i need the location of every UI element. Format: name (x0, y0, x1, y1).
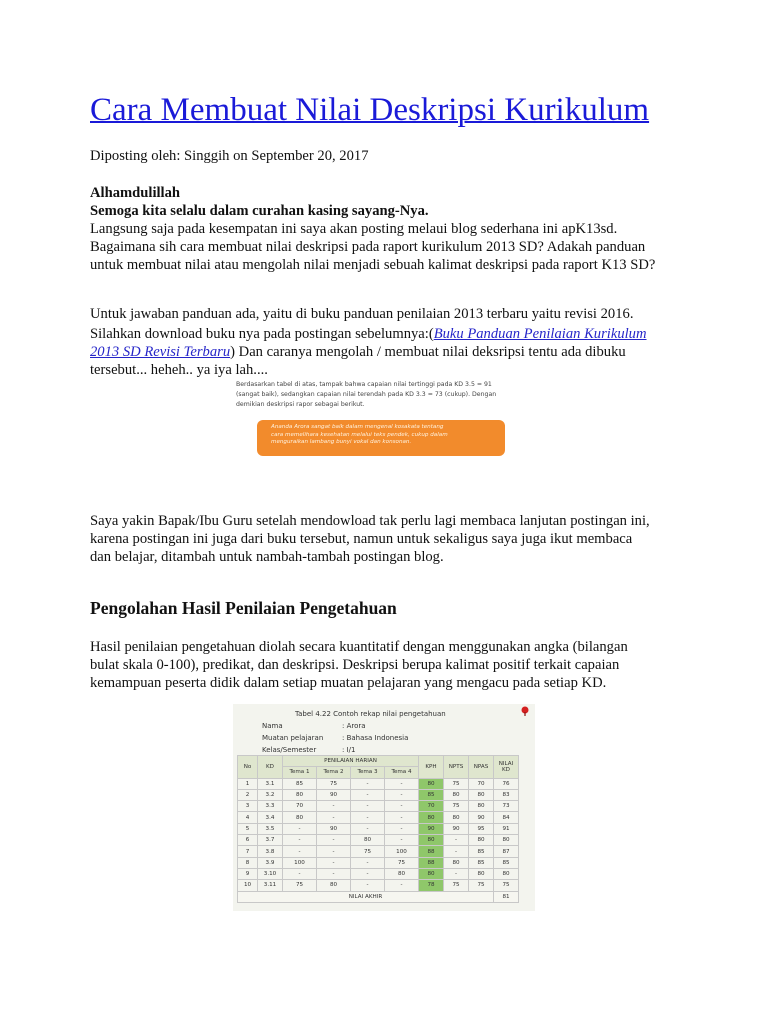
table-cell: - (351, 868, 385, 879)
recap-table (237, 755, 519, 903)
info-label: Muatan pelajaran (262, 734, 324, 742)
table-cell: 3.1 (258, 778, 283, 789)
book-link[interactable]: Buku Panduan Penilaian Kurikulum (433, 326, 647, 342)
table-cell: - (351, 823, 385, 834)
answer-line (90, 343, 626, 361)
table-row (238, 880, 519, 891)
post-title[interactable]: Cara Membuat Nilai Deskripsi Kurikulum (90, 92, 650, 128)
table-cell: 80 (385, 868, 419, 879)
table-cell: 88 (419, 857, 444, 868)
table-cell: 75 (351, 846, 385, 857)
table-cell: 3.10 (258, 868, 283, 879)
section-line: kemampuan peserta didik dalam setiap muatan pelajaran yang mengacu pada setiap KD. (90, 675, 607, 691)
table-cell: 85 (494, 857, 519, 868)
table-cell: 87 (494, 846, 519, 857)
table-cell: 3.3 (258, 801, 283, 812)
table-cell: - (351, 789, 385, 800)
callout-line: cara memelihara kesehatan melalui teks pendek, cukup dalam (271, 431, 448, 438)
table-cell: 70 (419, 801, 444, 812)
table-cell: 85 (283, 778, 317, 789)
section-line: Hasil penilaian pengetahuan diolah secara kuantitatif dengan menggunakan angka (bilangan (90, 639, 628, 655)
description-callout (257, 420, 505, 456)
table-cell: 80 (469, 801, 494, 812)
table-cell: - (385, 778, 419, 789)
table-cell: 10 (238, 880, 258, 891)
table-cell: 80 (283, 789, 317, 800)
table-cell: - (444, 846, 469, 857)
table-cell: 2 (238, 789, 258, 800)
table-cell: - (317, 857, 351, 868)
callout-text (271, 424, 448, 447)
final-score-row (238, 891, 519, 902)
table-cell: 80 (317, 880, 351, 891)
table-cell: - (351, 880, 385, 891)
table-cell: 80 (444, 857, 469, 868)
header-no: No (238, 756, 258, 779)
greeting: Alhamdulillah (90, 185, 181, 201)
student-name-row (262, 722, 366, 730)
info-label: Nama (262, 722, 283, 730)
header-kph: KPH (419, 756, 444, 779)
table-cell: 80 (419, 812, 444, 823)
header-tema: Tema 2 (317, 767, 351, 778)
table-row (238, 835, 519, 846)
table-cell: 7 (238, 846, 258, 857)
callout-line: Ananda Arora sangat baik dalam mengenal kosakata tentang (271, 424, 444, 430)
table-cell: 100 (385, 846, 419, 857)
table-cell: 88 (419, 846, 444, 857)
table-cell: 90 (317, 789, 351, 800)
table-cell: - (385, 880, 419, 891)
table-cell: 80 (283, 812, 317, 823)
table-cell: 84 (494, 812, 519, 823)
intro-line: Bagaimana sih cara membuat nilai deskripsi pada raport kurikulum 2013 SD? Adakah panduan (90, 239, 646, 255)
header-tema: Tema 1 (283, 767, 317, 778)
table-cell: - (444, 868, 469, 879)
table-cell: - (317, 812, 351, 823)
figure-text: (sangat baik), sedangkan capaian nilai terendah pada KD 3.3 = 73 (cukup). Dengan (236, 391, 497, 398)
table-row (238, 846, 519, 857)
table-cell: 85 (419, 789, 444, 800)
section-line: bulat skala 0-100), predikat, dan deskripsi. Deskripsi berupa kalimat positif terkait capaian (90, 657, 620, 673)
table-caption: Tabel 4.22 Contoh rekap nilai pengetahuan (295, 710, 446, 718)
description-figure (236, 380, 526, 460)
answer-line: Untuk jawaban panduan ada, yaitu di buku panduan penilaian 2013 terbaru yaitu revisi 2016. (90, 306, 634, 322)
table-cell: 95 (469, 823, 494, 834)
table-cell: 78 (419, 880, 444, 891)
table-cell: 80 (469, 789, 494, 800)
header-npts: NPTS (444, 756, 469, 779)
table-cell: 75 (283, 880, 317, 891)
table-cell: 1 (238, 778, 258, 789)
info-value: : Bahasa Indonesia (342, 734, 409, 742)
table-cell: 80 (444, 812, 469, 823)
table-cell: - (317, 846, 351, 857)
table-cell: - (351, 857, 385, 868)
table-cell: 73 (494, 801, 519, 812)
intro-line: untuk membuat nilai atau mengolah nilai menjadi sebuah kalimat deskripsi pada raport K13 SD? (90, 257, 656, 273)
table-cell: 3.11 (258, 880, 283, 891)
table-cell: 80 (444, 789, 469, 800)
table-cell: 4 (238, 812, 258, 823)
info-value: : Arora (342, 722, 366, 730)
greeting-sub: Semoga kita selalu dalam curahan kasing sayang-Nya. (90, 203, 429, 219)
table-cell: 80 (469, 868, 494, 879)
table-row (238, 823, 519, 834)
table-cell: 90 (419, 823, 444, 834)
table-cell: 90 (317, 823, 351, 834)
table-cell: - (385, 789, 419, 800)
table-cell: - (317, 835, 351, 846)
figure-text: Berdasarkan tabel di atas, tampak bahwa capaian nilai tertinggi pada KD 3.5 = 91 (236, 381, 492, 388)
pin-icon (520, 706, 530, 716)
header-npas: NPAS (469, 756, 494, 779)
figure-text: demikian deskripsi rapor sebagai berikut. (236, 401, 365, 408)
table-cell: - (317, 801, 351, 812)
table-cell: 100 (283, 857, 317, 868)
header-nilai-kd: NILAI KD (494, 756, 519, 779)
table-cell: 80 (419, 868, 444, 879)
table-cell: - (283, 823, 317, 834)
answer-line: tersebut... heheh.. ya iya lah.... (90, 362, 268, 378)
closing-line: dan belajar, ditambah untuk nambah-tambah postingan blog. (90, 549, 444, 565)
table-cell: - (385, 812, 419, 823)
answer-text: ) Dan caranya mengolah / membuat nilai deksripsi tentu ada dibuku (230, 344, 626, 360)
table-cell: - (283, 835, 317, 846)
book-link[interactable]: 2013 SD Revisi Terbaru (90, 344, 231, 360)
table-cell: 90 (444, 823, 469, 834)
table-cell: 83 (494, 789, 519, 800)
header-tema: Tema 3 (351, 767, 385, 778)
table-cell: 3.8 (258, 846, 283, 857)
table-cell: 75 (444, 880, 469, 891)
table-cell: 75 (317, 778, 351, 789)
subject-row (262, 734, 408, 742)
intro-line: Langsung saja pada kesempatan ini saya akan posting melaui blog sederhana ini apK13sd. (90, 221, 618, 237)
table-cell: 80 (494, 835, 519, 846)
table-cell: - (351, 801, 385, 812)
table-cell: - (283, 846, 317, 857)
table-cell: - (351, 778, 385, 789)
table-cell: - (385, 801, 419, 812)
table-cell: 3.4 (258, 812, 283, 823)
table-cell: 3.2 (258, 789, 283, 800)
table-cell: - (317, 868, 351, 879)
table-cell: 85 (469, 846, 494, 857)
final-score-value: 81 (494, 891, 519, 902)
table-row (238, 812, 519, 823)
table-cell: - (351, 812, 385, 823)
table-row (238, 801, 519, 812)
table-cell: 80 (419, 778, 444, 789)
table-cell: - (385, 823, 419, 834)
closing-line: Saya yakin Bapak/Ibu Guru setelah mendowload tak perlu lagi membaca lanjutan postingan ini, (90, 513, 650, 529)
info-value: : I/1 (342, 746, 356, 754)
table-row (238, 868, 519, 879)
table-row (238, 857, 519, 868)
class-row (262, 746, 355, 754)
table-cell: 80 (494, 868, 519, 879)
table-cell: - (283, 868, 317, 879)
table-cell: 3.5 (258, 823, 283, 834)
table-cell: 80 (419, 835, 444, 846)
closing-line: karena postingan ini juga dari buku tersebut, namun untuk sekaligus saya juga ikut membaca (90, 531, 633, 547)
table-cell: 70 (469, 778, 494, 789)
table-cell: 3.7 (258, 835, 283, 846)
table-cell: 8 (238, 857, 258, 868)
section-heading: Pengolahan Hasil Penilaian Pengetahuan (90, 598, 397, 618)
answer-text: Silahkan download buku nya pada postingan sebelumnya:( (90, 326, 434, 342)
table-cell: 3.9 (258, 857, 283, 868)
table-cell: 70 (283, 801, 317, 812)
table-cell: 75 (385, 857, 419, 868)
table-cell: 3 (238, 801, 258, 812)
header-tema: Tema 4 (385, 767, 419, 778)
table-cell: 85 (469, 857, 494, 868)
table-cell: 9 (238, 868, 258, 879)
table-cell: 90 (469, 812, 494, 823)
table-cell: 91 (494, 823, 519, 834)
table-cell: 6 (238, 835, 258, 846)
table-cell: 80 (469, 835, 494, 846)
table-cell: 75 (469, 880, 494, 891)
header-kd: KD (258, 756, 283, 779)
recap-table-body (238, 778, 519, 902)
answer-line (90, 325, 647, 343)
table-row (238, 778, 519, 789)
table-cell: - (444, 835, 469, 846)
post-byline: Diposting oleh: Singgih on September 20, 2017 (90, 148, 369, 164)
header-penilaian-harian: PENILAIAN HARIAN (283, 756, 419, 767)
info-label: Kelas/Semester (262, 746, 317, 754)
final-score-label: NILAI AKHIR (238, 891, 494, 902)
table-cell: 75 (444, 778, 469, 789)
table-cell: 5 (238, 823, 258, 834)
table-row (238, 789, 519, 800)
table-cell: 80 (351, 835, 385, 846)
callout-line: menguraikan lambang bunyi vokal dan konsonan. (271, 439, 412, 445)
table-cell: 75 (444, 801, 469, 812)
table-cell: 76 (494, 778, 519, 789)
table-cell: 75 (494, 880, 519, 891)
table-cell: - (385, 835, 419, 846)
